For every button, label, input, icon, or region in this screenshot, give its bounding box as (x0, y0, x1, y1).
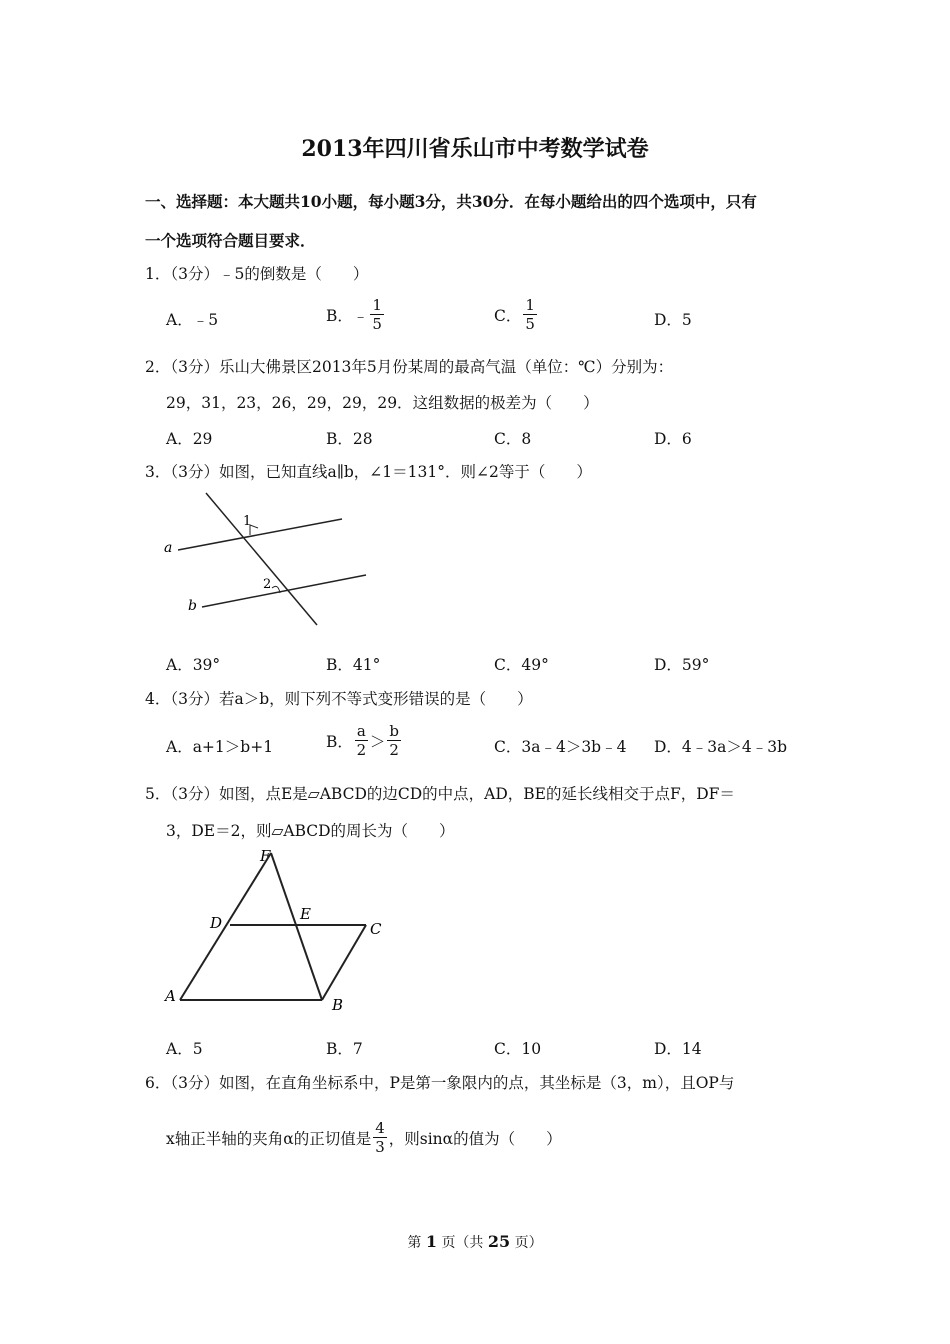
q1-option-d: D．5 (654, 311, 692, 329)
q5-label-c: C (370, 920, 382, 938)
q5-label-e: E (300, 905, 311, 923)
q6-line2-suffix: ，则sinα的值为（ ） (388, 1130, 562, 1148)
q3-label-a: a (164, 540, 173, 556)
q3-stem: 3．（3分）如图，已知直线a∥b，∠1＝131°．则∠2等于（ ） (145, 463, 592, 481)
q2-option-b: B．28 (326, 430, 373, 448)
q1-option-c-num: 1 (525, 296, 535, 314)
q1-option-c-fraction (523, 298, 537, 332)
q3-figure (160, 485, 380, 635)
q4-option-a: A．a+1＞b+1 (166, 738, 274, 756)
q1-option-b-den: 5 (372, 315, 382, 333)
q5-stem-line1: 5．（3分）如图，点E是▱ABCD的边CD的中点，AD，BE的延长线相交于点F，DF＝ (145, 785, 735, 803)
page-footer (0, 1232, 950, 1252)
q6-stem-line2 (166, 1121, 562, 1155)
q5-figure (160, 845, 390, 1015)
q1-option-b-prefix: B．﹣ (326, 307, 369, 325)
q5-line-fb (271, 853, 322, 1000)
q1-option-c (494, 298, 539, 332)
q4-option-b-frac1 (355, 724, 368, 758)
q1-option-a: A．﹣5 (166, 311, 219, 329)
q6-stem-line1: 6．（3分）如图，在直角坐标系中，P是第一象限内的点，其坐标是（3，m），且OP与 (145, 1074, 735, 1092)
q5-stem-line2: 3，DE＝2，则▱ABCD的周长为（ ） (166, 822, 455, 840)
q5-option-b: B．7 (326, 1040, 363, 1058)
q4-stem: 4．（3分）若a＞b，则下列不等式变形错误的是（ ） (145, 690, 533, 708)
q5-label-b: B (332, 996, 344, 1014)
q5-label-f: F (260, 847, 271, 865)
q4-option-b-num2: b (389, 722, 399, 740)
q3-option-b: B．41° (326, 656, 381, 674)
q6-fraction (373, 1121, 387, 1155)
footer-pre: 第 (407, 1235, 422, 1251)
q2-option-d: D．6 (654, 430, 692, 448)
q5-option-c: C．10 (494, 1040, 542, 1058)
section-heading-line1: 一、选择题：本大题共10小题，每小题3分，共30分．在每小题给出的四个选项中，只有 (145, 192, 757, 211)
page-title: 2013年四川省乐山市中考数学试卷 (301, 136, 649, 162)
q6-line2-prefix: x轴正半轴的夹角α的正切值是 (166, 1130, 372, 1148)
q1-option-b-fraction (370, 298, 384, 332)
q5-label-a: A (165, 987, 176, 1005)
q4-option-b (326, 724, 403, 758)
q6-frac-den: 3 (375, 1138, 385, 1156)
section-heading-line2: 一个选项符合题目要求． (145, 231, 316, 250)
q5-label-d: D (210, 914, 223, 932)
q3-label-1: 1 (243, 514, 252, 529)
q3-option-d: D．59° (654, 656, 710, 674)
footer-mid: 页（共 (441, 1235, 484, 1251)
q5-line-af (180, 853, 271, 1000)
q2-stem-line2: 29，31，23，26，29，29，29．这组数据的极差为（ ） (166, 394, 599, 412)
q1-option-c-prefix: C． (494, 307, 522, 325)
q4-option-b-num1: a (356, 722, 366, 740)
q3-label-2: 2 (263, 577, 272, 592)
q4-option-b-den1: 2 (356, 741, 367, 759)
q1-option-c-den: 5 (525, 315, 535, 333)
q1-option-b (326, 298, 386, 332)
q2-option-a: A．29 (166, 430, 213, 448)
q4-option-b-gt: ＞ (369, 733, 386, 751)
q2-option-c: C．8 (494, 430, 532, 448)
q3-transversal (206, 493, 317, 625)
q5-option-d: D．14 (654, 1040, 702, 1058)
q2-stem-line1: 2．（3分）乐山大佛景区2013年5月份某周的最高气温（单位：℃）分别为： (145, 358, 674, 376)
q3-option-c: C．49° (494, 656, 549, 674)
q1-stem: 1．（3分）﹣5的倒数是（ ） (145, 265, 369, 283)
footer-total-pages: 25 (487, 1232, 511, 1251)
q5-option-a: A．5 (166, 1040, 203, 1058)
footer-page-number: 1 (425, 1232, 437, 1251)
q1-option-b-num: 1 (372, 296, 382, 314)
q4-option-b-den2: 2 (389, 741, 399, 759)
q3-line-a (178, 519, 342, 550)
q3-line-b (202, 575, 366, 607)
q3-option-a: A．39° (166, 656, 221, 674)
q5-side-cb (322, 925, 366, 1000)
q3-label-b: b (188, 598, 197, 614)
q4-option-c: C．3a﹣4＞3b﹣4 (494, 738, 627, 756)
q4-option-b-prefix: B． (326, 733, 353, 751)
footer-post: 页） (514, 1235, 543, 1251)
q4-option-b-frac2 (387, 724, 401, 758)
q4-option-d: D．4﹣3a＞4﹣3b (654, 738, 788, 756)
q6-frac-num: 4 (375, 1119, 385, 1137)
